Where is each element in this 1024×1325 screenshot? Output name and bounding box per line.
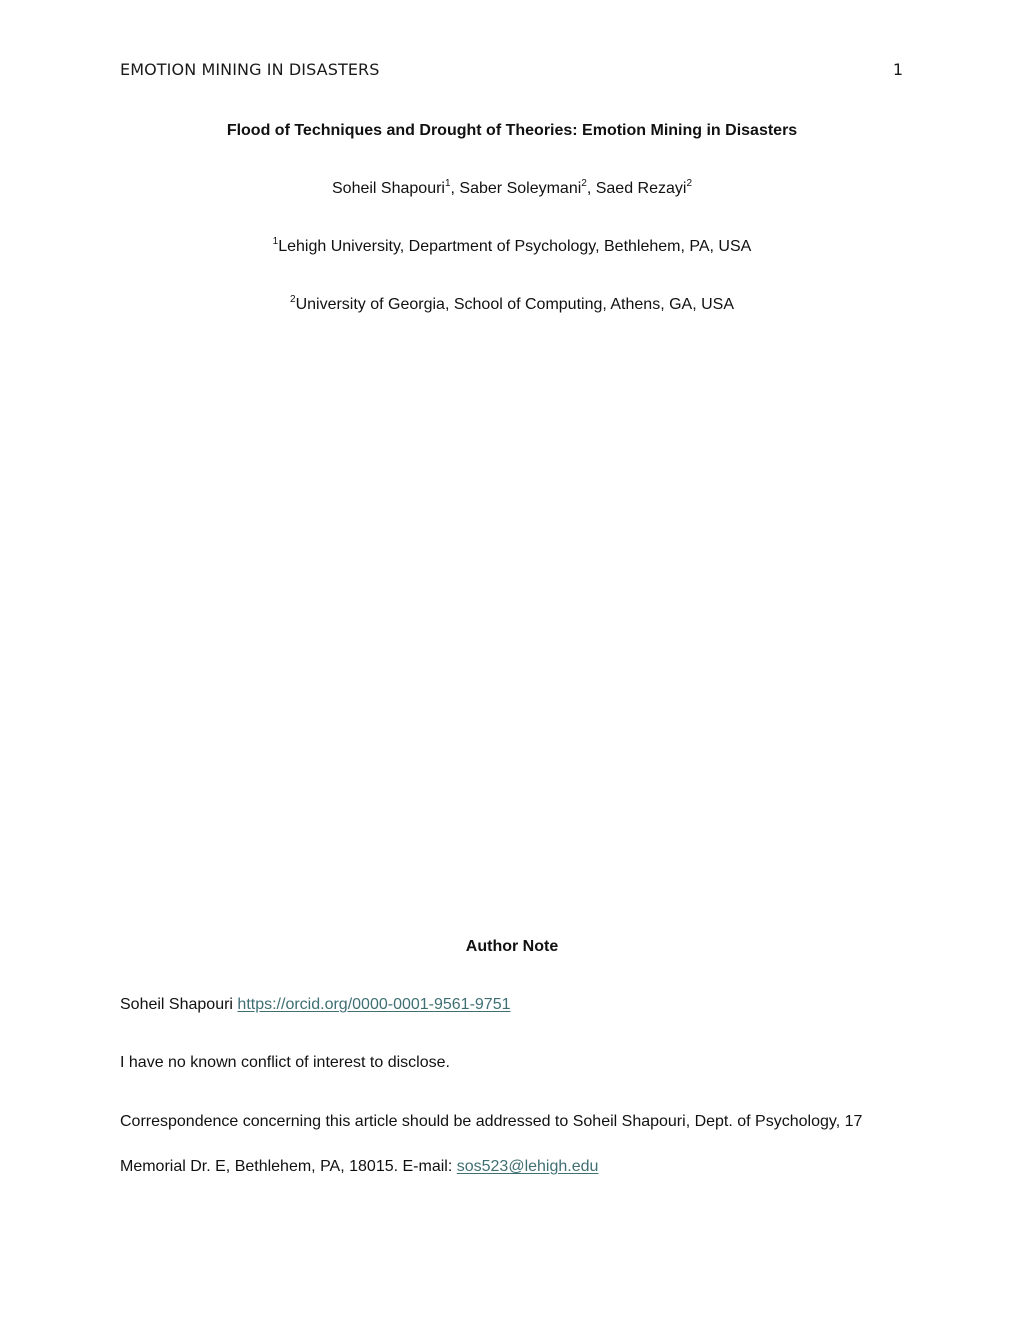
author-name: Saber Soleymani	[459, 180, 582, 197]
author-separator: ,	[450, 180, 460, 197]
affiliation-1	[0, 238, 1024, 256]
affiliation-text: Lehigh University, Department of Psychology, Bethlehem, PA, USA	[278, 238, 752, 255]
page-number: 1	[892, 60, 903, 79]
conflict-statement: I have no known conflict of interest to disclose.	[120, 1054, 450, 1071]
author-name: Soheil Shapouri	[332, 180, 445, 197]
correspondence-address: Memorial Dr. E, Bethlehem, PA, 18015. E-mail:	[120, 1158, 457, 1175]
orcid-line	[120, 996, 511, 1014]
correspondence-line: Correspondence concerning this article should be addressed to Soheil Shapouri, Dept. of Psychology, 17	[120, 1113, 863, 1130]
paper-title: Flood of Techniques and Drought of Theories: Emotion Mining in Disasters	[226, 122, 798, 139]
correspondence-line	[120, 1158, 598, 1176]
affiliation-mark: 2	[290, 294, 296, 305]
author-name: Saed Rezayi	[595, 180, 687, 197]
affiliation-2	[0, 296, 1024, 314]
affiliation-mark: 2	[581, 178, 587, 189]
running-head: EMOTION MINING IN DISASTERS	[120, 60, 380, 79]
orcid-link[interactable]: https://orcid.org/0000-0001-9561-9751	[237, 996, 511, 1013]
affiliation-mark: 1	[444, 178, 451, 189]
affiliation-text: University of Georgia, School of Computing, Athens, GA, USA	[295, 296, 734, 313]
author-note-heading: Author Note	[465, 938, 559, 955]
affiliation-mark: 1	[272, 236, 279, 247]
affiliation-mark: 2	[686, 178, 692, 189]
orcid-author-name: Soheil Shapouri	[120, 996, 238, 1013]
author-list	[0, 180, 1024, 198]
email-link[interactable]: sos523@lehigh.edu	[456, 1158, 599, 1175]
author-separator: ,	[586, 180, 596, 197]
